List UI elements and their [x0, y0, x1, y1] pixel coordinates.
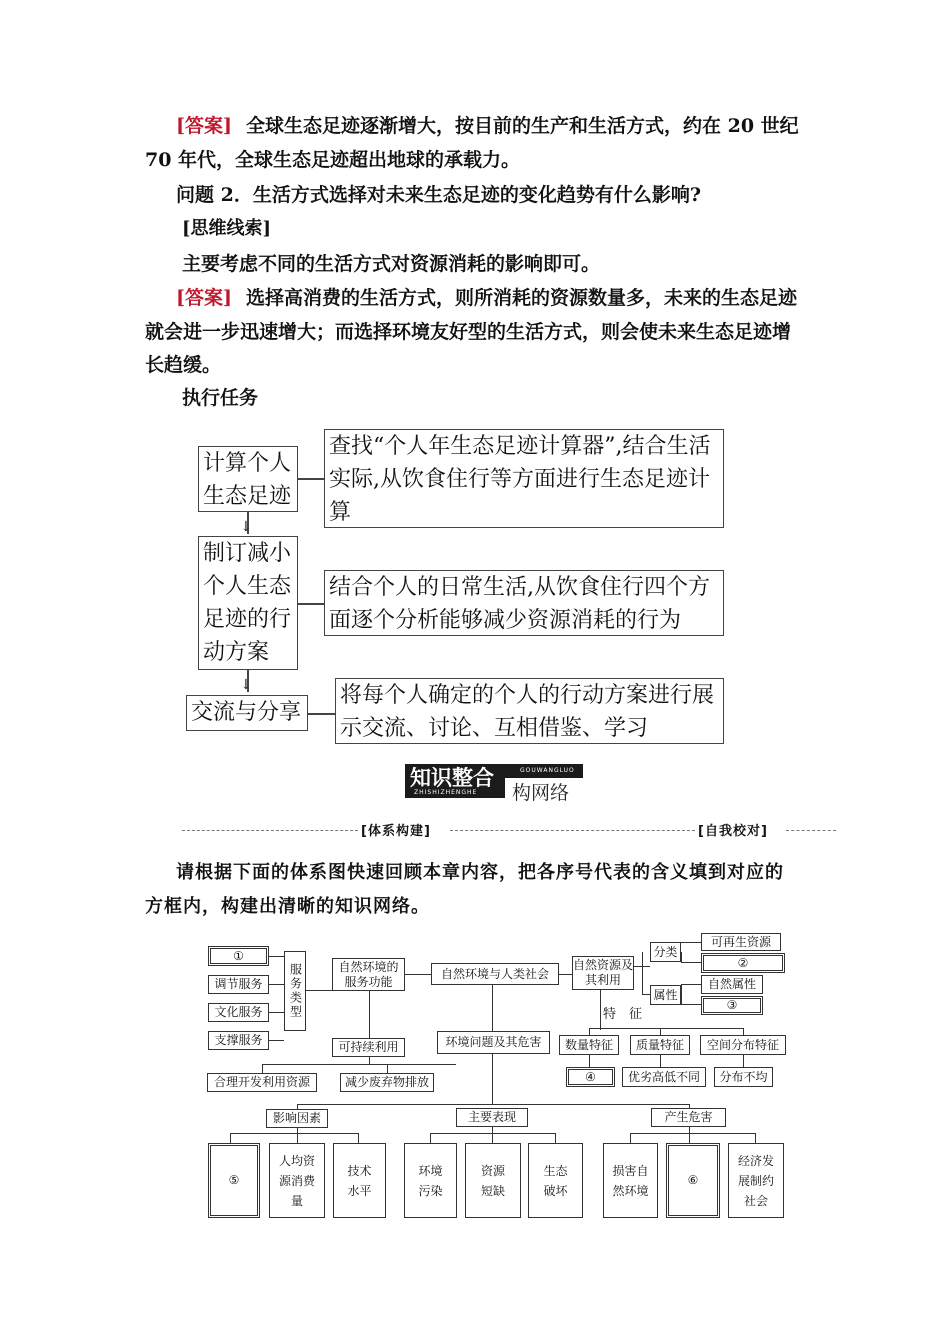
classify: 分类 — [650, 942, 681, 962]
connector — [298, 603, 324, 605]
line — [755, 1133, 756, 1143]
attribute: 属性 — [650, 985, 681, 1005]
line — [405, 974, 431, 975]
natural-attribute: 自然属性 — [701, 975, 763, 994]
spatial-feature: 空间分布特征 — [700, 1035, 786, 1055]
damage-nature: 损害自然环境 — [603, 1143, 658, 1218]
line — [262, 1064, 456, 1065]
instruction-line2: 方框内，构建出清晰的知识网络。 — [145, 896, 430, 917]
answer2-line2: 就会进一步迅速增大；而选择环境友好型的生活方式，则会使未来生态足迹增 — [145, 321, 792, 343]
answer2-line3: 长趋缓。 — [145, 354, 222, 376]
answer-tag: [答案] — [176, 115, 232, 137]
renewable-resources: 可再生资源 — [701, 933, 781, 951]
line — [681, 952, 682, 962]
banner-pinyin-right: GOUWANGLUO — [520, 767, 575, 774]
feature-label: 特 征 — [603, 1007, 643, 1022]
uneven-quality: 优劣高低不同 — [622, 1067, 706, 1087]
quantity-feature: 数量特征 — [559, 1035, 619, 1055]
line — [600, 990, 601, 1030]
env-pollution: 环境污染 — [404, 1143, 457, 1218]
section-label-right: [自我校对] — [698, 824, 768, 839]
banner-pinyin-left: ZHISHIZHENGHE — [414, 789, 478, 796]
divider — [450, 830, 695, 831]
line — [269, 984, 284, 985]
center-topic: 自然环境与人类社会 — [431, 963, 559, 985]
line — [589, 1028, 743, 1029]
connector — [298, 478, 324, 480]
reduce-waste: 减少废弃物排放 — [340, 1073, 434, 1092]
line — [660, 1055, 661, 1067]
line — [230, 1133, 231, 1143]
section-label-left: [体系构建] — [361, 824, 431, 839]
flow-step-3: 交流与分享 — [186, 695, 308, 731]
uneven-distribution: 分布不均 — [714, 1067, 773, 1087]
resource-shortage: 资源短缺 — [465, 1143, 521, 1218]
line — [642, 994, 650, 995]
natural-resources: 自然资源及其利用 — [572, 956, 634, 990]
line — [492, 1054, 493, 1104]
arrow-down-icon: ↓ — [240, 677, 252, 693]
flow-step-2: 制订减小个人生态足迹的行动方案 — [198, 536, 298, 670]
line — [269, 1012, 284, 1013]
env-service-function: 自然环境的服务功能 — [332, 958, 405, 991]
line — [269, 956, 284, 957]
line — [681, 962, 701, 963]
banner-title-left: 知识整合 — [410, 766, 494, 790]
line — [492, 1127, 493, 1143]
line — [369, 1057, 370, 1064]
instruction-line1: 请根据下面的体系图快速回顾本章内容，把各序号代表的含义填到对应的 — [176, 862, 784, 883]
question2: 问题 2．生活方式选择对未来生态足迹的变化趋势有什么影响? — [176, 184, 701, 206]
rational-use: 合理开发利用资源 — [207, 1073, 317, 1092]
service-types: 服务类型 — [284, 951, 306, 1031]
line — [306, 990, 332, 991]
flow-step-1-desc: 查找“个人年生态足迹计算器”,结合生活实际,从饮食住行等方面进行生态足迹计算 — [324, 429, 724, 528]
answer1-line1: [答案] 全球生态足迹逐渐增大，按目前的生产和生活方式，约在 20 世纪 — [176, 115, 799, 137]
quality-feature: 质量特征 — [630, 1035, 690, 1055]
regulate-service: 调节服务 — [208, 975, 269, 994]
line — [230, 1133, 358, 1134]
blank-5: ⑤ — [208, 1143, 260, 1218]
econ-constraint: 经济发展制约社会 — [728, 1143, 784, 1218]
banner-title-right: 构网络 — [512, 782, 570, 804]
line — [681, 1004, 701, 1005]
line — [387, 1064, 388, 1073]
execute-task-heading: 执行任务 — [182, 387, 259, 409]
culture-service: 文化服务 — [208, 1003, 269, 1022]
support-service: 支撑服务 — [208, 1031, 269, 1050]
thinking-text: 主要考虑不同的生活方式对资源消耗的影响即可。 — [182, 253, 601, 275]
flow-step-2-desc: 结合个人的日常生活,从饮食住行四个方面逐个分析能够减少资源消耗的行为 — [324, 570, 724, 636]
line — [297, 1104, 689, 1105]
line — [660, 1028, 661, 1035]
eco-damage: 生态破坏 — [528, 1143, 583, 1218]
answer-tag: [答案] — [176, 287, 232, 309]
answer1-line2: 70 年代，全球生态足迹超出地球的承载力。 — [145, 149, 521, 171]
answer2-line1: [答案] 选择高消费的生活方式，则所消耗的资源数量多，未来的生态足迹 — [176, 287, 797, 309]
env-problems: 环境问题及其危害 — [437, 1031, 550, 1054]
line — [689, 1127, 690, 1143]
line — [630, 1133, 631, 1143]
tech-level: 技术水平 — [333, 1143, 386, 1218]
blank-6: ⑥ — [666, 1143, 720, 1218]
line — [743, 1055, 744, 1067]
line — [297, 1127, 298, 1143]
connector — [308, 713, 335, 715]
blank-2: ② — [701, 953, 785, 973]
line — [681, 942, 701, 943]
blank-3: ③ — [701, 996, 763, 1015]
blank-1: ① — [208, 946, 269, 966]
line — [430, 1133, 431, 1143]
line — [555, 1133, 556, 1143]
line — [743, 1028, 744, 1035]
divider — [182, 830, 358, 831]
main-manifestations: 主要表现 — [456, 1108, 528, 1127]
flow-step-3-desc: 将每个人确定的个人的行动方案进行展示交流、讨论、互相借鉴、学习 — [335, 678, 724, 744]
per-capita-consumption: 人均资源消费量 — [269, 1143, 325, 1218]
line — [642, 952, 643, 994]
line — [358, 1133, 359, 1143]
line — [630, 1133, 755, 1134]
factors: 影响因素 — [266, 1109, 328, 1128]
line — [681, 984, 701, 985]
flow-step-1: 计算个人生态足迹 — [198, 446, 298, 512]
line — [262, 1064, 263, 1073]
line — [559, 974, 572, 975]
sustainable-use: 可持续利用 — [332, 1038, 405, 1057]
line — [589, 1028, 590, 1035]
blank-4: ④ — [566, 1067, 615, 1087]
line — [269, 1040, 284, 1041]
harms: 产生危害 — [651, 1108, 726, 1127]
line — [681, 984, 682, 1004]
divider — [786, 830, 836, 831]
thinking-tag: [思维线索] — [182, 218, 272, 239]
arrow-down-icon: ↓ — [240, 519, 252, 535]
line — [369, 991, 370, 1038]
line — [589, 1055, 590, 1067]
line — [492, 985, 493, 1031]
